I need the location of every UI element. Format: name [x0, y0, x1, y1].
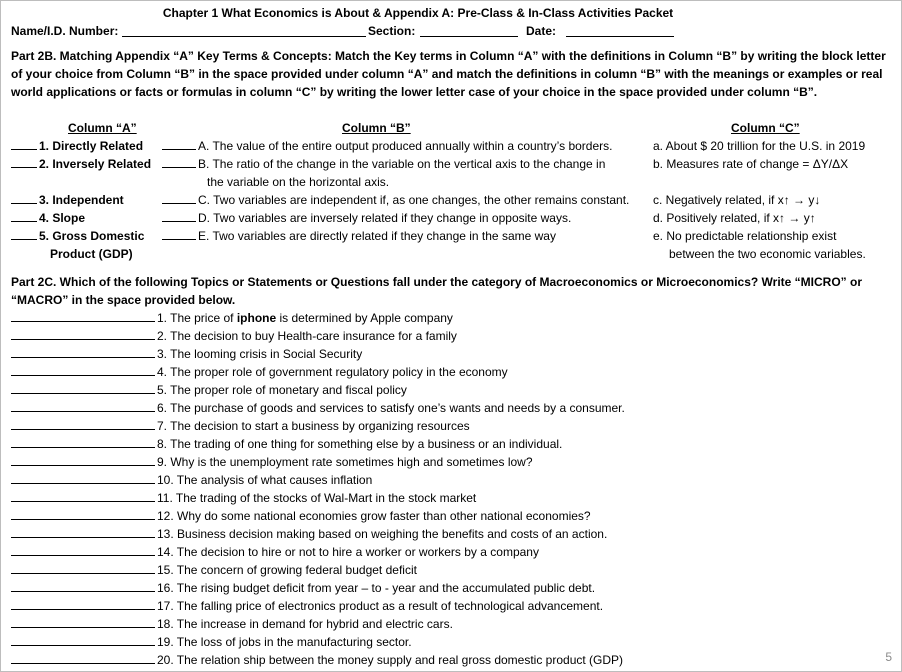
section-field[interactable]	[420, 24, 518, 37]
list-item: 3. The looming crisis in Social Security	[11, 345, 362, 363]
column-c-header: Column “C”	[731, 121, 800, 135]
answer-blank[interactable]	[162, 192, 196, 204]
answer-blank[interactable]	[11, 579, 155, 592]
answer-blank[interactable]	[162, 210, 196, 222]
list-item: 1. The price of iphone is determined by Apple company	[11, 309, 453, 327]
answer-blank[interactable]	[11, 615, 155, 628]
col-a-item-3: 3. Independent	[11, 191, 124, 209]
list-item: 12. Why do some national economies grow faster than other national economies?	[11, 507, 591, 525]
answer-blank[interactable]	[11, 210, 37, 222]
answer-blank[interactable]	[11, 156, 37, 168]
col-a-item-2: 2. Inversely Related	[11, 155, 151, 173]
answer-blank[interactable]	[11, 561, 155, 574]
col-b-item-e: E. Two variables are directly related if they change in the same way	[162, 227, 556, 245]
packet-title: Chapter 1 What Economics is About & Appendix A: Pre-Class & In-Class Activities Packet	[162, 6, 674, 20]
name-field[interactable]	[122, 24, 366, 37]
col-c-item-c: c. Negatively related, if x↑ → y↓	[653, 193, 821, 207]
answer-blank[interactable]	[11, 228, 37, 240]
answer-blank[interactable]	[11, 543, 155, 556]
answer-blank[interactable]	[11, 489, 155, 502]
col-c-item-b: b. Measures rate of change = ΔY/ΔX	[653, 157, 849, 171]
answer-blank[interactable]	[11, 327, 155, 340]
col-b-item-b: B. The ratio of the change in the variable on the vertical axis to the change in	[162, 155, 605, 173]
list-item: 16. The rising budget deficit from year – to - year and the accumulated public debt.	[11, 579, 595, 597]
answer-blank[interactable]	[11, 435, 155, 448]
answer-blank[interactable]	[11, 651, 155, 664]
answer-blank[interactable]	[162, 138, 196, 150]
col-c-item-a: a. About $ 20 trillion for the U.S. in 2019	[653, 139, 866, 153]
answer-blank[interactable]	[11, 417, 155, 430]
answer-blank[interactable]	[11, 138, 37, 150]
list-item: 15. The concern of growing federal budget deficit	[11, 561, 417, 579]
col-b-item-d: D. Two variables are inversely related if they change in opposite ways.	[162, 209, 571, 227]
answer-blank[interactable]	[11, 345, 155, 358]
col-c-item-e-cont: between the two economic variables.	[669, 247, 866, 261]
col-c-item-e: e. No predictable relationship exist	[653, 229, 837, 243]
answer-blank[interactable]	[11, 453, 155, 466]
name-label: Name/I.D. Number:	[11, 24, 119, 38]
answer-blank[interactable]	[11, 192, 37, 204]
col-c-item-d: d. Positively related, if x↑ → y↑	[653, 211, 816, 225]
answer-blank[interactable]	[11, 363, 155, 376]
list-item: 6. The purchase of goods and services to satisfy one’s wants and needs by a consumer.	[11, 399, 625, 417]
col-a-item-4: 4. Slope	[11, 209, 85, 227]
answer-blank[interactable]	[11, 507, 155, 520]
date-field[interactable]	[566, 24, 674, 37]
answer-blank[interactable]	[11, 381, 155, 394]
list-item: 2. The decision to buy Health-care insurance for a family	[11, 327, 457, 345]
section-label: Section:	[368, 24, 416, 38]
answer-blank[interactable]	[11, 633, 155, 646]
list-item: 13. Business decision making based on weighing the benefits and costs of an action.	[11, 525, 607, 543]
col-a-item-5: 5. Gross Domestic	[11, 227, 144, 245]
answer-blank[interactable]	[11, 309, 155, 322]
page-number: 5	[885, 650, 892, 664]
column-a-header: Column “A”	[68, 121, 137, 135]
answer-blank[interactable]	[11, 471, 155, 484]
part-2b-instructions: Part 2B. Matching Appendix “A” Key Terms & Concepts: Match the Key terms in Column “A” with the definitions in Column “B” by writing the block letter of your choice from Column “B” in the space provided under column “A” and match the definitions in column “B” with the meanings or examples or real world applications or facts or formulas in column “C” by writing the lower letter case of your choice in the space provided under column “B”.	[11, 49, 886, 99]
list-item: 17. The falling price of electronics product as a result of technological advancement.	[11, 597, 603, 615]
list-item: 10. The analysis of what causes inflation	[11, 471, 372, 489]
column-b-header: Column “B”	[342, 121, 411, 135]
list-item: 18. The increase in demand for hybrid and electric cars.	[11, 615, 453, 633]
col-b-item-b-cont: the variable on the horizontal axis.	[207, 175, 390, 189]
list-item: 7. The decision to start a business by organizing resources	[11, 417, 470, 435]
answer-blank[interactable]	[11, 525, 155, 538]
list-item: 11. The trading of the stocks of Wal-Mart in the stock market	[11, 489, 476, 507]
list-item: 5. The proper role of monetary and fiscal policy	[11, 381, 407, 399]
list-item: 8. The trading of one thing for something else by a business or an individual.	[11, 435, 562, 453]
answer-blank[interactable]	[162, 228, 196, 240]
list-item: 20. The relation ship between the money supply and real gross domestic product (GDP)	[11, 651, 623, 669]
list-item: 9. Why is the unemployment rate sometimes high and sometimes low?	[11, 453, 533, 471]
list-item: 4. The proper role of government regulatory policy in the economy	[11, 363, 508, 381]
date-label: Date:	[526, 24, 557, 38]
col-b-item-a: A. The value of the entire output produced annually within a country’s borders.	[162, 137, 612, 155]
answer-blank[interactable]	[11, 399, 155, 412]
answer-blank[interactable]	[11, 597, 155, 610]
col-a-item-1: 1. Directly Related	[11, 137, 143, 155]
list-item: 14. The decision to hire or not to hire a worker or workers by a company	[11, 543, 539, 561]
part-2c-instructions: Part 2C. Which of the following Topics or Statements or Questions fall under the category of Macroeconomics or Microeconomics? Write “MICRO” or “MACRO” in the space provided below.	[11, 275, 863, 307]
answer-blank[interactable]	[162, 156, 196, 168]
col-b-item-c: C. Two variables are independent if, as one changes, the other remains constant.	[162, 191, 629, 209]
col-a-item-5-cont: Product (GDP)	[50, 247, 133, 261]
list-item: 19. The loss of jobs in the manufacturing sector.	[11, 633, 412, 651]
